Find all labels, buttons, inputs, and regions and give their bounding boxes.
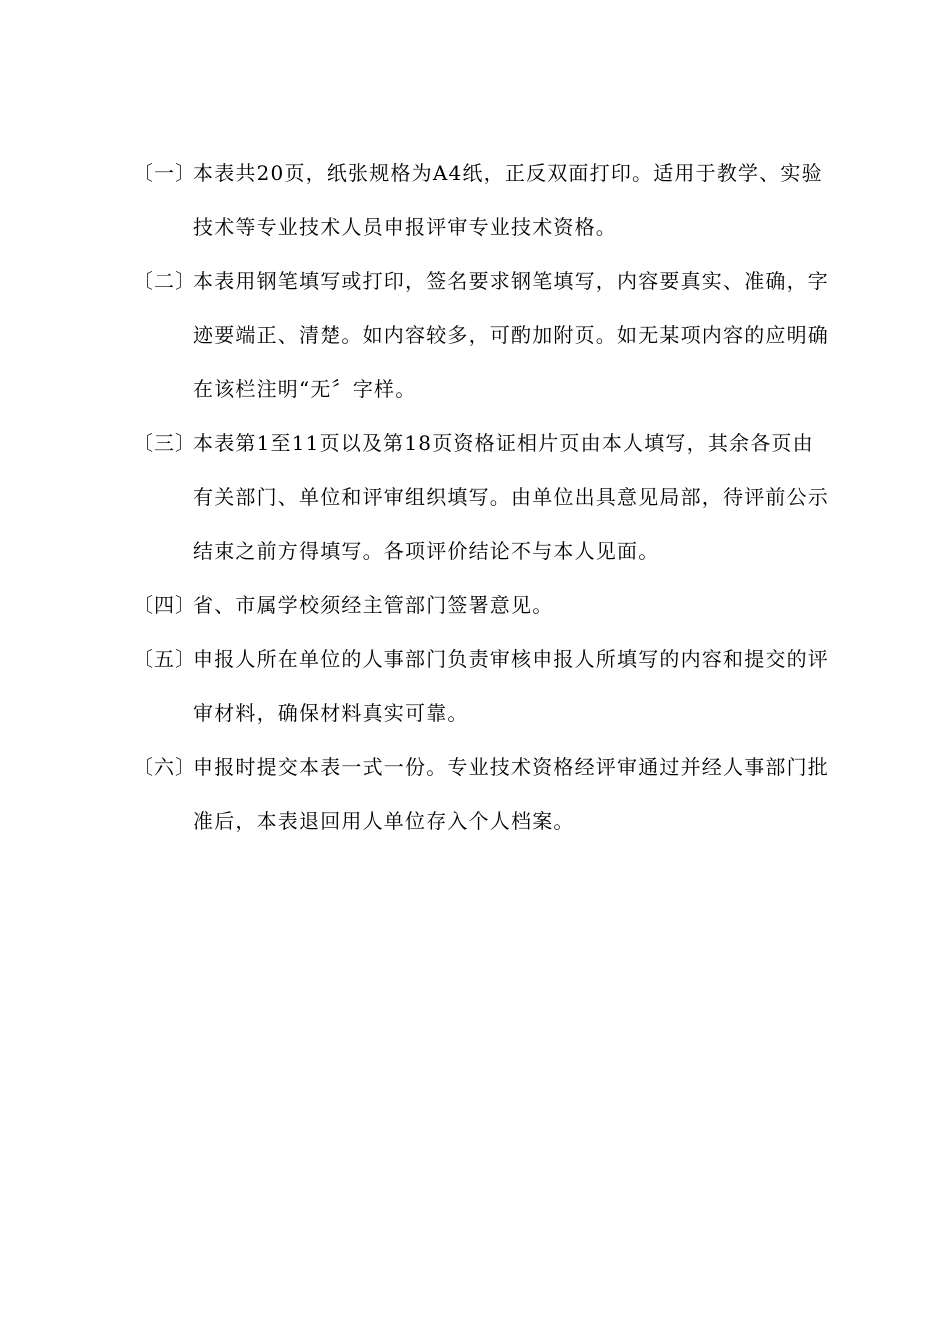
- item-text-line: 申报时提交本表一式一份。专业技术资格经评审通过并经人事部门批: [193, 755, 829, 779]
- item-text-line: 申报人所在单位的人事部门负责审核申报人所填写的内容和提交的评: [193, 647, 829, 671]
- instruction-item-4: [133, 578, 873, 632]
- instruction-item-2: [133, 254, 873, 416]
- item-text-line: 有关部门、单位和评审组织填写。由单位出具意见局部，待评前公示: [193, 485, 829, 509]
- item-number: 〔五〕: [133, 647, 196, 671]
- item-number: 〔一〕: [133, 161, 196, 185]
- item-text-line: 省、市属学校须经主管部门签署意见。: [193, 593, 554, 617]
- item-text-line: 审材料，确保材料真实可靠。: [193, 701, 469, 725]
- item-number: 〔四〕: [133, 593, 196, 617]
- item-text-line: 结束之前方得填写。各项评价结论不与本人见面。: [193, 539, 660, 563]
- instruction-item-5: [133, 632, 873, 740]
- item-number: 〔六〕: [133, 755, 196, 779]
- item-text-line: 技术等专业技术人员申报评审专业技术资格。: [193, 215, 617, 239]
- instruction-item-3: [133, 416, 873, 578]
- instruction-item-6: [133, 740, 873, 848]
- item-text-line: 在该栏注明“无〞字样。: [193, 377, 417, 401]
- item-number: 〔二〕: [133, 269, 196, 293]
- item-text-line: 本表共20页，纸张规格为A4纸，正反双面打印。适用于教学、实验: [193, 161, 823, 185]
- instruction-item-1: [133, 146, 873, 254]
- item-text-line: 迹要端正、清楚。如内容较多，可酌加附页。如无某项内容的应明确: [193, 323, 829, 347]
- item-number: 〔三〕: [133, 431, 196, 455]
- item-text-line: 准后，本表退回用人单位存入个人档案。: [193, 809, 575, 833]
- instructions-list: [133, 146, 873, 848]
- item-text-line: 本表用钢笔填写或打印，签名要求钢笔填写，内容要真实、准确，字: [193, 269, 829, 293]
- item-text-line: 本表第1至11页以及第18页资格证相片页由本人填写，其余各页由: [193, 431, 814, 455]
